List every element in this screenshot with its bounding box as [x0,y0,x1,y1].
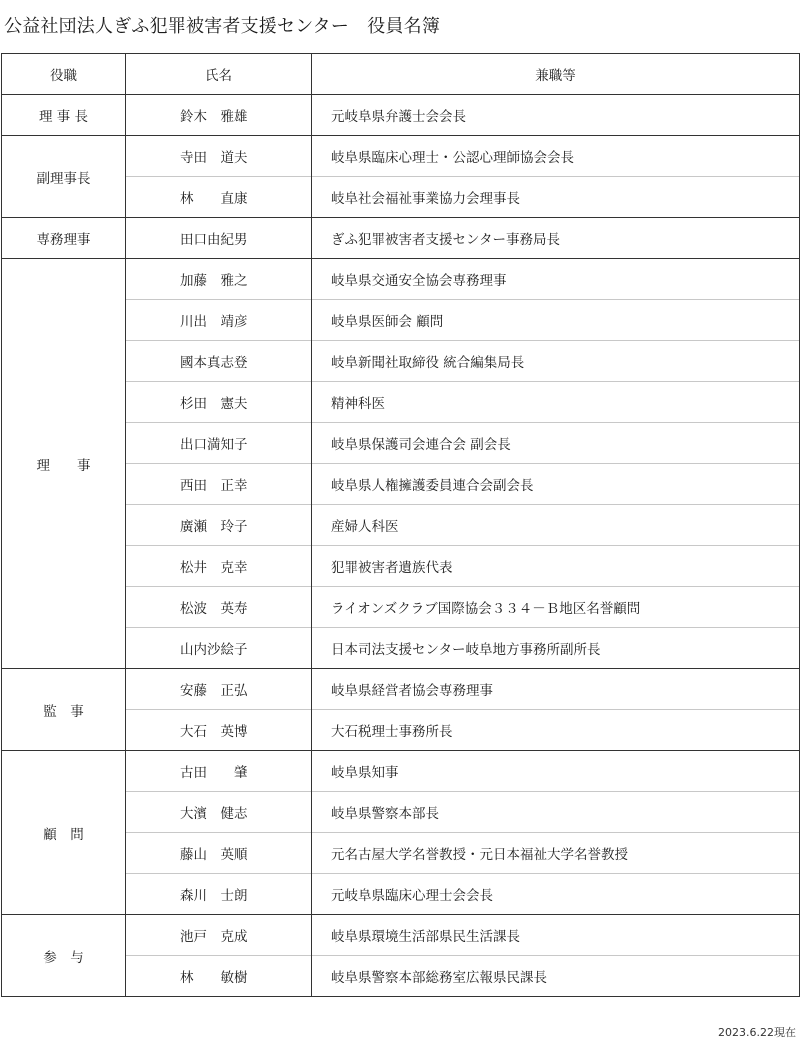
name-cell: 森川 士朗 [126,874,312,915]
role-cell: 副理事長 [2,136,126,218]
position-cell: ライオンズクラブ国際協会３３４－Ｂ地区名誉顧問 [312,587,800,628]
table-row [2,218,800,259]
name-cell: 池戸 克成 [126,915,312,956]
position-cell: ぎふ犯罪被害者支援センター事務局長 [312,218,800,259]
table-row [2,259,800,300]
table-row [2,95,800,136]
officer-roster-table [1,53,800,997]
table-row [2,915,800,956]
name-cell: 林 敏樹 [126,956,312,997]
name-cell: 藤山 英順 [126,833,312,874]
header-name: 氏名 [126,54,312,95]
role-cell: 理 事 [2,259,126,669]
role-cell: 参 与 [2,915,126,997]
table-row [2,136,800,177]
position-cell: 元名古屋大学名誉教授・元日本福祉大学名誉教授 [312,833,800,874]
name-cell: 松波 英寿 [126,587,312,628]
name-cell: 山内沙絵子 [126,628,312,669]
as-of-date: 2023.6.22現在 [718,1026,796,1039]
position-cell: 大石税理士事務所長 [312,710,800,751]
position-cell: 精神科医 [312,382,800,423]
header-position: 兼職等 [312,54,800,95]
position-cell: 岐阜新聞社取締役 統合編集局長 [312,341,800,382]
header-role: 役職 [2,54,126,95]
name-cell: 大濱 健志 [126,792,312,833]
position-cell: 犯罪被害者遺族代表 [312,546,800,587]
name-cell: 林 直康 [126,177,312,218]
position-cell: 元岐阜県弁護士会会長 [312,95,800,136]
position-cell: 岐阜県警察本部総務室広報県民課長 [312,956,800,997]
roster-body [2,95,800,997]
position-cell: 岐阜県臨床心理士・公認心理師協会会長 [312,136,800,177]
position-cell: 元岐阜県臨床心理士会会長 [312,874,800,915]
name-cell: 杉田 憲夫 [126,382,312,423]
position-cell: 岐阜県環境生活部県民生活課長 [312,915,800,956]
position-cell: 岐阜県保護司会連合会 副会長 [312,423,800,464]
table-row [2,751,800,792]
position-cell: 岐阜県経営者協会専務理事 [312,669,800,710]
position-cell: 岐阜県医師会 顧問 [312,300,800,341]
page-title: 公益社団法人ぎふ犯罪被害者支援センター 役員名簿 [4,16,441,37]
position-cell: 産婦人科医 [312,505,800,546]
role-cell: 理 事 長 [2,95,126,136]
name-cell: 安藤 正弘 [126,669,312,710]
name-cell: 寺田 道夫 [126,136,312,177]
role-cell: 専務理事 [2,218,126,259]
name-cell: 鈴木 雅雄 [126,95,312,136]
name-cell: 川出 靖彦 [126,300,312,341]
table-header-row [2,54,800,95]
name-cell: 國本真志登 [126,341,312,382]
position-cell: 日本司法支援センター岐阜地方事務所副所長 [312,628,800,669]
table-row [2,669,800,710]
name-cell: 加藤 雅之 [126,259,312,300]
name-cell: 田口由紀男 [126,218,312,259]
position-cell: 岐阜県警察本部長 [312,792,800,833]
name-cell: 松井 克幸 [126,546,312,587]
position-cell: 岐阜県知事 [312,751,800,792]
position-cell: 岐阜社会福祉事業協力会理事長 [312,177,800,218]
name-cell: 西田 正幸 [126,464,312,505]
position-cell: 岐阜県人権擁護委員連合会副会長 [312,464,800,505]
name-cell: 大石 英博 [126,710,312,751]
name-cell: 古田 肇 [126,751,312,792]
name-cell: 廣瀬 玲子 [126,505,312,546]
role-cell: 顧 問 [2,751,126,915]
name-cell: 出口満知子 [126,423,312,464]
position-cell: 岐阜県交通安全協会専務理事 [312,259,800,300]
role-cell: 監 事 [2,669,126,751]
